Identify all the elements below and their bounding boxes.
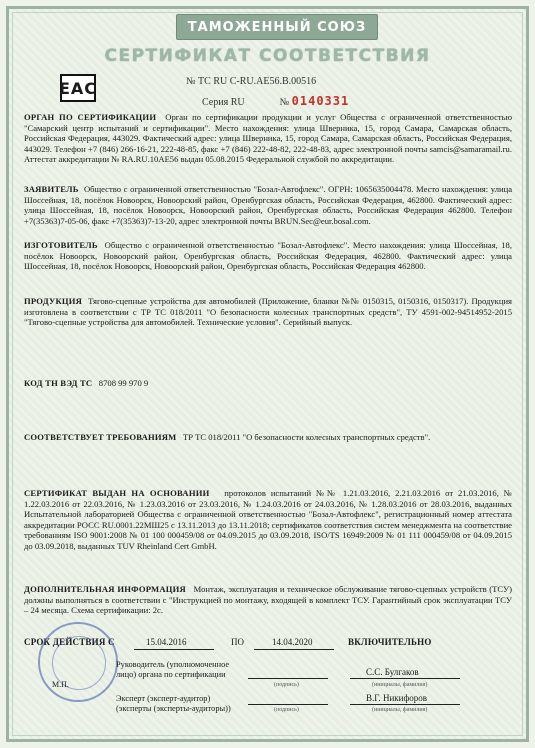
basis-text: протоколов испытаний №№ 1.21.03.2016, 2.21.03.2016 от 21.03.2016, № 1.22.03.2016 от 22.03.2016, № 1.23.03.2016 от 23.03.2016, № 1.24.03.2016 от 24.03.2016, № 1.28.03.2016 от 28.03.2016, выданных Испытательной лабораторией Общества с ограниченной ответственностью "Бозал-Автофлекс", регистрационный номер аттестата аккредитации РОСС RU.0001.22МШ25 с 13.11.2013 до 13.11.2018; сертификатов соответствия систем менеджмента на соответствие требованиям ISO 9001:2008 № 01 100 000459/08 от 04.09.2015 до 03.09.2018, ISO/TS 16949:2009 № 01 111 000459/08 от 04.09.2015 до 03.09.2018, выданных TUV Rheinland Cert GmbH.: [24, 488, 512, 551]
head-role: [116, 660, 229, 679]
product-section: [24, 296, 512, 328]
series-label: Серия: [202, 97, 229, 108]
expert-name: В.Г. Никифоров: [366, 693, 428, 703]
validity-from-date: 15.04.2016: [146, 637, 187, 647]
additional-info-heading: ДОПОЛНИТЕЛЬНАЯ ИНФОРМАЦИЯ: [24, 584, 186, 594]
manufacturer-heading: ИЗГОТОВИТЕЛЬ: [24, 240, 98, 250]
head-role-line-1: Руководитель (уполномоченное: [116, 660, 230, 669]
head-signature-caption: (подпись): [274, 682, 299, 688]
hs-code-heading: КОД ТН ВЭД ТС: [24, 378, 93, 388]
manufacturer-section: [24, 240, 512, 272]
seal-place-label: М.П.: [52, 680, 69, 689]
manufacturer-text: Общество с ограниченной ответственностью "Бозал-Автофлекс". Место нахождения: улица Шоссейная, 18, посёлок Новоорск, Новоорский район, Оренбургская область, Российская Федерация, 462800. Фактический адрес: улица Шоссейная, 18, посёлок Новоорск, Новоорский район, Оренбургская область, Российская Федерация 462800.: [24, 240, 513, 271]
certificate-title: СЕРТИФИКАТ СООТВЕТСТВИЯ: [104, 46, 431, 66]
validity-inclusive-label: ВКЛЮЧИТЕЛЬНО: [348, 637, 432, 647]
conformity-text: ТР ТС 018/2011 "О безопасности колесных транспортных средств".: [182, 432, 431, 442]
expert-role-line-1: Эксперт (эксперт-аудитор): [116, 694, 211, 703]
head-name-caption: (инициалы, фамилия): [372, 682, 428, 688]
head-name: С.С. Булгаков: [366, 667, 419, 677]
hs-code-section: [24, 378, 512, 389]
certification-body-section: [24, 112, 512, 165]
validity-to-underline: [254, 649, 334, 650]
certificate-number-row: [186, 76, 316, 87]
series-value: RU: [230, 97, 245, 108]
conformity-heading: СООТВЕТСТВУЕТ ТРЕБОВАНИЯМ: [24, 432, 177, 442]
additional-info-text: Монтаж, эксплуатация и техническое обслуживание тягово-сцепных устройств (ТСУ) должны выполняться в соответствии с "Инструкцией по монтажу, входящей в комплект ТСУ. Гарантийный срок эксплуатации ТСУ – 24 месяца. Схема сертификации: 2с.: [24, 584, 512, 615]
head-role-line-2: лицо) органа по сертификации: [116, 669, 226, 679]
hs-code-value: 8708 99 970 9: [98, 378, 149, 388]
expert-name-caption: (инициалы, фамилия): [372, 707, 428, 713]
eac-mark-icon: EAC: [60, 74, 96, 102]
expert-role: [116, 694, 231, 713]
expert-role-line-2: (эксперты (эксперты-аудиторы)): [116, 703, 231, 713]
customs-union-banner: [176, 14, 378, 40]
serial-label: №: [279, 97, 290, 108]
serial-number: 0140331: [291, 94, 350, 108]
applicant-text: Общество с ограниченной ответственностью "Бозал-Автофлекс". ОГРН: 1065635004478. Место нахождения: улица Шоссейная, 18, посёлок Новоорск, Новоорский район, Оренбургская область, Российская Федерация, 462800. Фактический адрес: улица Шоссейная, 18, посёлок Новоорск, Новоорский район, Оренбургская область, Российская Федерация 462800. Телефон +7(35363)7-05-06, факс +7(35363)7-13-20, адрес электронной почты BRUN.Sec@eur.bosal.com.: [24, 184, 513, 226]
product-heading: ПРОДУКЦИЯ: [24, 296, 83, 306]
certificate-number: RU С-RU.АЕ56.В.00516: [213, 76, 317, 87]
basis-heading: СЕРТИФИКАТ ВЫДАН НА ОСНОВАНИИ: [24, 488, 210, 498]
head-signature-line: [248, 678, 328, 679]
customs-union-title: ТАМОЖЕННЫЙ СОЮЗ: [187, 19, 367, 35]
series-row: [202, 94, 349, 108]
additional-info-section: [24, 584, 512, 616]
conformity-section: [24, 432, 512, 443]
validity-from-label: СРОК ДЕЙСТВИЯ С: [24, 637, 115, 647]
certification-body-text: Орган по сертификации продукции и услуг Общества с ограниченной ответственностью "Самарский центр испытаний и сертификации". Место нахождения: улица Шверника, 15, город Самара, Самарская область, Российская Федерация, 443029. Фактический адрес: улица Шверника, 15, город Самара, Самарская область, Российская Федерация, 443029. Телефон +7 (846) 266-16-21, 222-48-85, факс +7 (846) 222-48-82, 222-48-83, адрес электронной почты samcis@samaramail.ru. Аттестат аккредитации № RA.RU.10AE56 выдан 05.08.2015 Федеральной службой по аккредитации.: [24, 112, 512, 164]
applicant-heading: ЗАЯВИТЕЛЬ: [24, 184, 79, 194]
validity-to-label: ПО: [231, 637, 244, 647]
stamp-seal-icon: [38, 622, 118, 702]
certification-body-heading: ОРГАН ПО СЕРТИФИКАЦИИ: [24, 112, 157, 122]
product-text: Тягово-сцепные устройства для автомобилей (Приложение, бланки №№ 0150315, 0150316, 0150317). Продукция изготовлена в соответствии с ТР ТС 018/2011 "О безопасности колесных транспортных средств", ТУ 4591-002-94514952-2015 "Тягово-сцепные устройства для автомобилей. Технические условия". Серийный выпуск.: [24, 296, 513, 327]
head-name-line: [350, 678, 460, 679]
expert-name-line: [350, 704, 460, 705]
applicant-section: [24, 184, 512, 226]
certificate-content: [16, 14, 519, 732]
number-label: № ТС: [186, 76, 211, 87]
expert-signature-caption: (подпись): [274, 707, 299, 713]
basis-section: [24, 488, 512, 551]
validity-to-date: 14.04.2020: [272, 637, 313, 647]
validity-from-underline: [134, 649, 214, 650]
expert-signature-line: [248, 704, 328, 705]
